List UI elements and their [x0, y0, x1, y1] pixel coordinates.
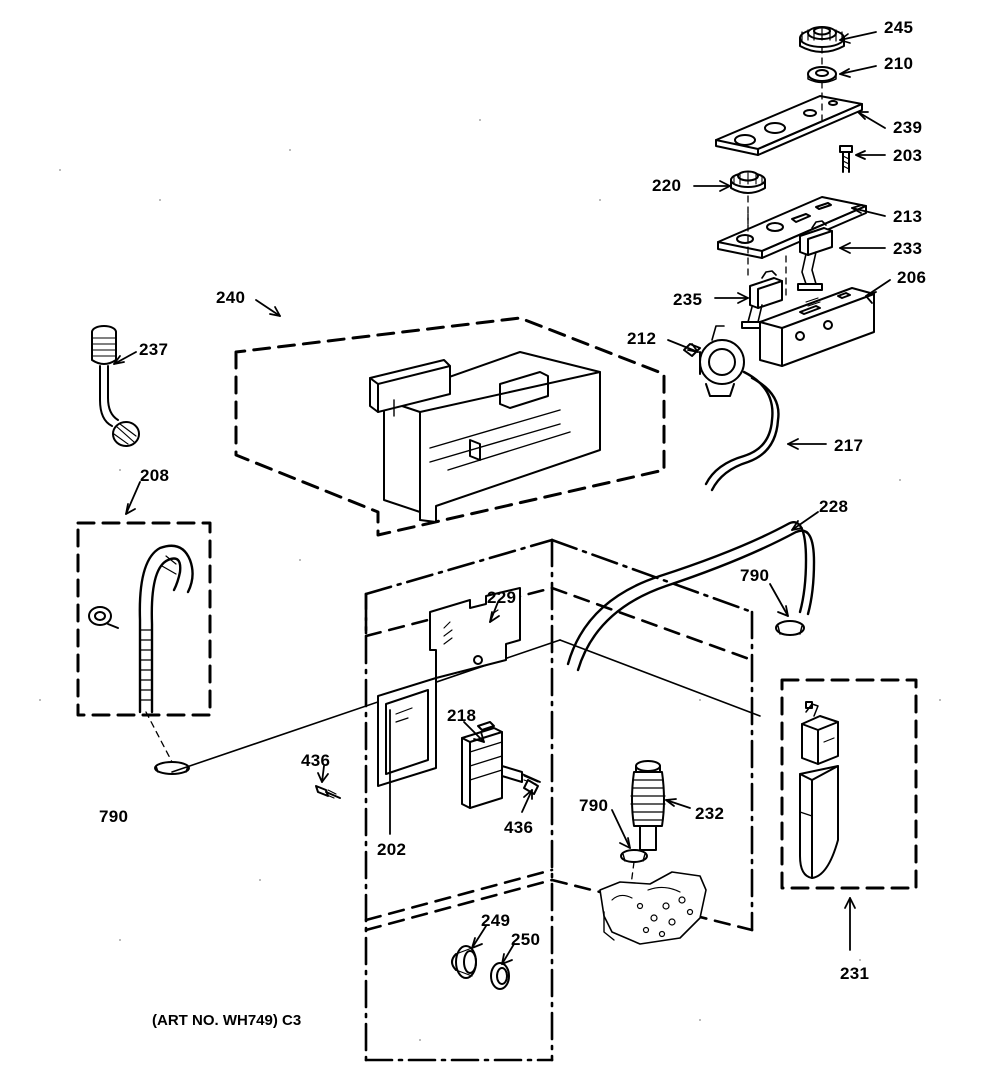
- screw-203: [840, 146, 852, 172]
- callout-240: 240: [216, 288, 246, 307]
- callout-217: 217: [834, 436, 864, 455]
- dispenser-assembly: [370, 352, 600, 522]
- pump-assembly: [600, 872, 706, 944]
- callout-203: 203: [893, 146, 923, 165]
- hose-208: [140, 546, 193, 712]
- callout-213: 213: [893, 207, 923, 226]
- screw-436-left: [316, 786, 340, 798]
- callout-232: 232: [695, 804, 725, 823]
- callout-231: 231: [840, 964, 870, 983]
- art-number-label: (ART NO. WH749) C3: [152, 1012, 302, 1029]
- callout-leaders: [114, 32, 890, 964]
- callout-237: 237: [139, 340, 169, 359]
- callout-790-center: 790: [579, 796, 609, 815]
- callout-436-left: 436: [301, 751, 331, 770]
- switch-218: [462, 722, 540, 808]
- clamp-790-center: [621, 850, 647, 862]
- callout-208: 208: [140, 466, 170, 485]
- callout-228: 228: [819, 497, 849, 516]
- callout-212: 212: [627, 329, 657, 348]
- grommet-249: [452, 946, 476, 978]
- part-231-bracket: [802, 702, 838, 764]
- callout-239: 239: [893, 118, 923, 137]
- callout-790-left: 790: [99, 807, 129, 826]
- clip-208: [89, 607, 118, 628]
- callout-210: 210: [884, 54, 914, 73]
- boot-232: [631, 761, 665, 850]
- callout-206: 206: [897, 268, 927, 287]
- callout-220: 220: [652, 176, 682, 195]
- part-237: [92, 326, 139, 446]
- callout-202: 202: [377, 840, 407, 859]
- part-231-funnel: [800, 766, 838, 878]
- callout-436-right: 436: [504, 818, 534, 837]
- panel-202: [378, 678, 436, 786]
- valve-212: [684, 326, 744, 396]
- callout-790-right: 790: [740, 566, 770, 585]
- callout-218: 218: [447, 706, 477, 725]
- callout-250: 250: [511, 930, 541, 949]
- knob-220: [731, 172, 765, 194]
- callout-235: 235: [673, 290, 703, 309]
- washer-210: [808, 67, 836, 83]
- clamp-790-right: [776, 621, 804, 635]
- hose-217: [706, 372, 778, 490]
- callout-245: 245: [884, 18, 914, 37]
- callout-233: 233: [893, 239, 923, 258]
- callout-249: 249: [481, 911, 511, 930]
- grommet-250: [491, 963, 509, 989]
- cabinet-outline: [366, 540, 752, 1060]
- callout-229: 229: [487, 588, 517, 607]
